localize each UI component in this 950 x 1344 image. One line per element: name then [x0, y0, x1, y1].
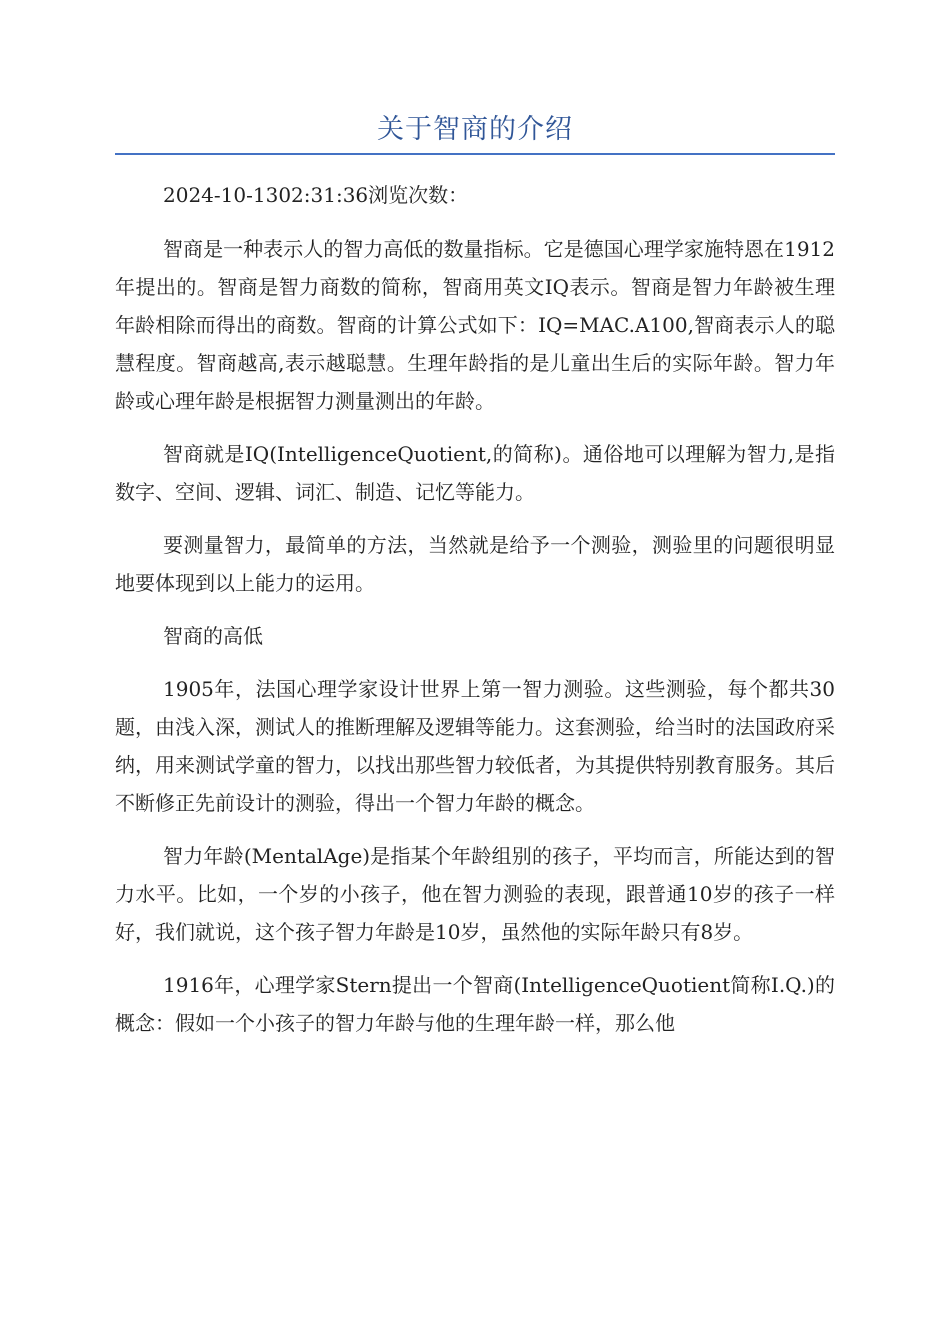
paragraph-mental-age: 智力年龄(MentalAge)是指某个年龄组别的孩子，平均而言，所能达到的智力水平。比如，一个岁的小孩子，他在智力测验的表现，跟普通10岁的孩子一样好，我们就说，这个孩子智力年龄是10岁，虽然他的实际年龄只有8岁。 [115, 844, 835, 944]
document-title: 关于智商的介绍 [377, 114, 573, 145]
document-body [115, 176, 835, 1057]
title-underline [115, 153, 835, 155]
publish-meta: 2024-10-1302:31:36浏览次数： [163, 183, 469, 207]
paragraph-history-1905: 1905年，法国心理学家设计世界上第一智力测验。这些测验，每个都共30题，由浅入深，测试人的推断理解及逻辑等能力。这套测验，给当时的法国政府采纳，用来测试学童的智力，以找出那些智力较低者，为其提供特别教育服务。其后不断修正先前设计的测验，得出一个智力年龄的概念。 [115, 677, 835, 815]
section-heading-iq-level: 智商的高低 [163, 624, 263, 648]
paragraph-history-1916: 1916年，心理学家Stern提出一个智商(IntelligenceQuotient简称I.Q.)的概念：假如一个小孩子的智力年龄与他的生理年龄一样，那么他 [115, 973, 835, 1035]
paragraph-intro: 智商是一种表示人的智力高低的数量指标。它是德国心理学家施特恩在1912年提出的。智商是智力商数的简称，智商用英文IQ表示。智商是智力年龄被生理年龄相除而得出的商数。智商的计算公式如下：IQ=MAC.A100,智商表示人的聪慧程度。智商越高,表示越聪慧。生理年龄指的是儿童出生后的实际年龄。智力年龄或心理年龄是根据智力测量测出的年龄。 [115, 237, 835, 413]
paragraph-iq-definition: 智商就是IQ(IntelligenceQuotient,的简称)。通俗地可以理解为智力,是指数字、空间、逻辑、词汇、制造、记忆等能力。 [115, 442, 835, 504]
paragraph-measurement: 要测量智力，最简单的方法，当然就是给予一个测验，测验里的问题很明显地要体现到以上能力的运用。 [115, 533, 835, 595]
